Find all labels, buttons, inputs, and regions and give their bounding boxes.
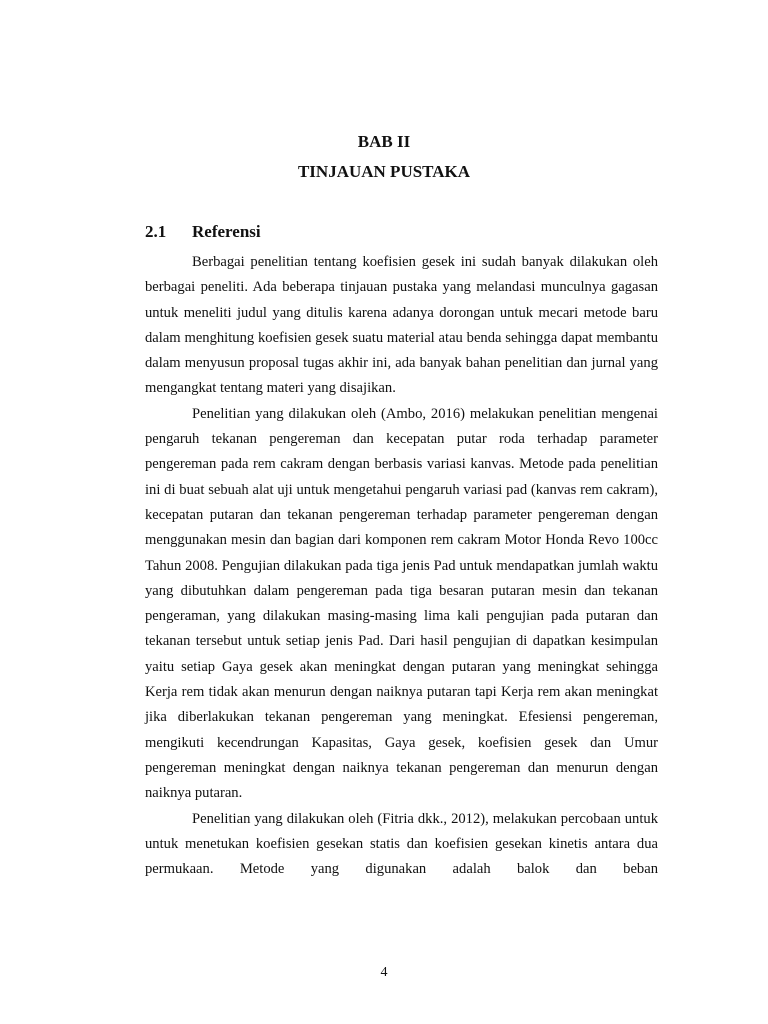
section-title: Referensi — [192, 222, 261, 241]
paragraph-2: Penelitian yang dilakukan oleh (Ambo, 2016) melakukan penelitian mengenai pengaruh tekanan pengereman dan kecepatan putar roda terhadap parameter pengereman pada rem cakram dengan berbasis variasi kanvas. Metode pada penelitian ini di buat sebuah alat uji untuk mengetahui pengaruh variasi pad (kanvas rem cakram), kecepatan putaran dan tekanan pengereman terhadap parameter pengereman dengan menggunakan mesin dan bagian dari komponen rem cakram Motor Honda Revo 100cc Tahun 2008. Pengujian dilakukan pada tiga jenis Pad untuk mendapatkan jumlah waktu yang dibutuhkan dalam pengereman pada tiga besaran putaran mesin dan tekanan pengeraman, yang dilakukan masing-masing lima kali pengujian pada putaran dan tekanan tersebut untuk setiap jenis Pad. Dari hasil pengujian di dapatkan kesimpulan yaitu setiap Gaya gesek akan meningkat dengan putaran yang meningkat sehingga Kerja rem tidak akan menurun dengan naiknya putaran tapi Kerja rem akan meningkat jika diberlakukan tekanan pengereman yang meningkat. Efesiensi pengereman, mengikuti kecendrungan Kapasitas, Gaya gesek, koefisien gesek dan Umur pengereman meningkat dengan naiknya tekanan pengereman dan menurun dengan naiknya putaran. — [145, 405, 658, 802]
page-number: 4 — [380, 965, 388, 980]
body-text — [145, 250, 658, 882]
section-heading — [145, 222, 261, 242]
paragraph-3: Penelitian yang dilakukan oleh (Fitria dkk., 2012), melakukan percobaan untuk untuk menetukan koefisien gesekan statis dan koefisien gesekan kinetis antara dua permukaan. Metode yang digunakan adalah balok dan beban — [145, 810, 658, 878]
paragraph-1: Berbagai penelitian tentang koefisien gesek ini sudah banyak dilakukan oleh berbagai peneliti. Ada beberapa tinjauan pustaka yang melandasi munculnya gagasan untuk meneliti judul yang ditulis karena adanya dorongan untuk mecari metode baru dalam menghitung koefisien gesek suatu material atau benda sehingga dapat membantu dalam menyusun proposal tugas akhir ini, ada banyak bahan penelitian dan jurnal yang mengangkat tentang materi yang disajikan. — [145, 254, 658, 397]
chapter-title: TINJAUAN PUSTAKA — [297, 162, 471, 181]
chapter-number: BAB II — [357, 132, 411, 151]
section-number: 2.1 — [145, 222, 167, 241]
